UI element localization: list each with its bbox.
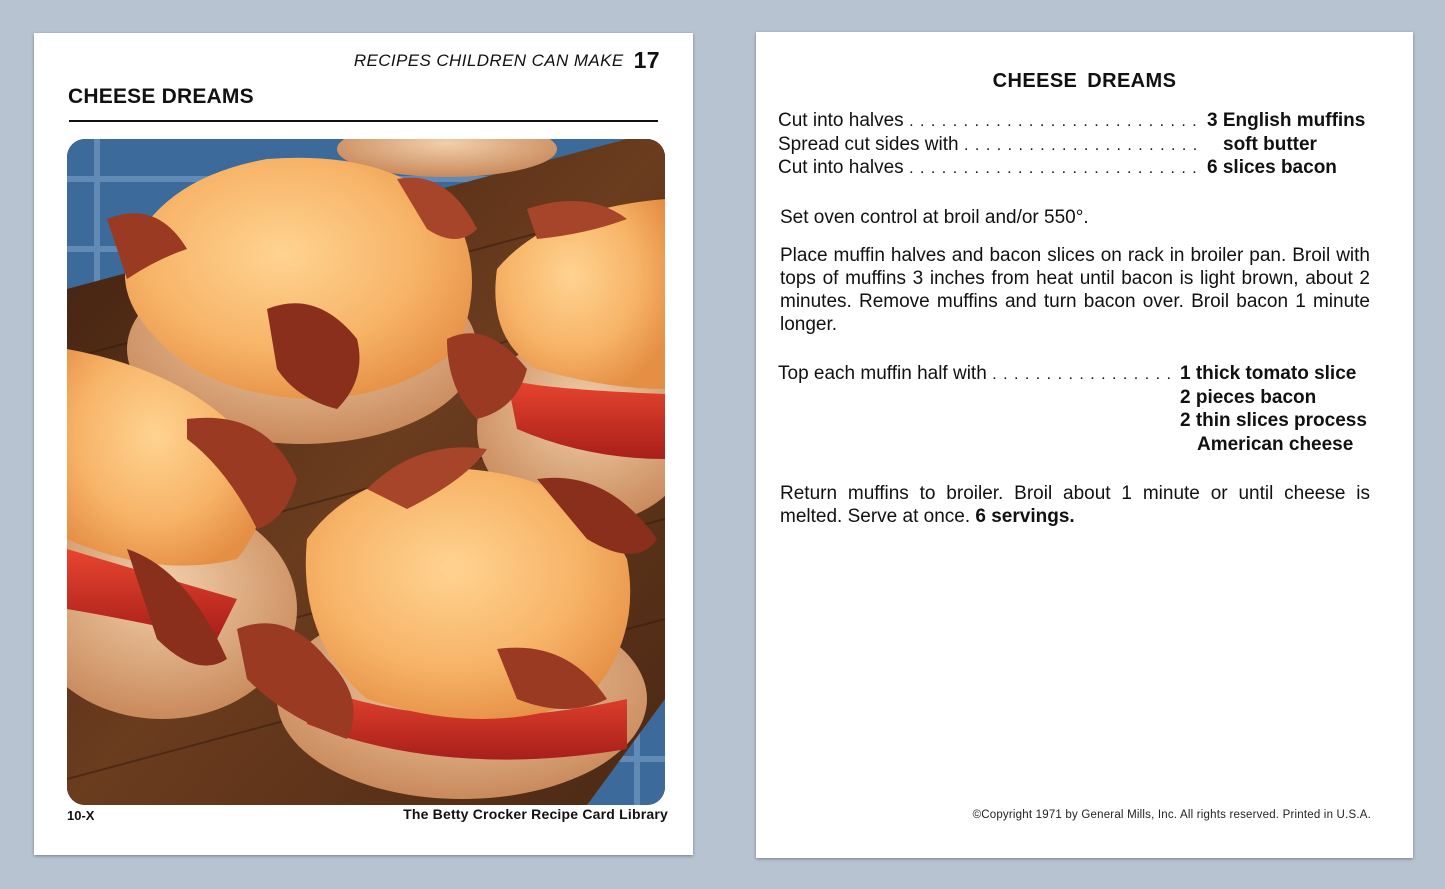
ingredient-amount: soft butter: [1219, 133, 1317, 157]
recipe-photo: [67, 139, 665, 805]
recipe-title: CHEESE DREAMS: [68, 85, 254, 108]
card-number: 17: [633, 47, 660, 73]
ingredient-amount: 3 English muffins: [1203, 109, 1365, 133]
series-label: RECIPES CHILDREN CAN MAKE: [353, 51, 624, 70]
yield: 6 servings.: [975, 506, 1075, 527]
ingredient-amount: 6 slices bacon: [1203, 156, 1337, 180]
ingredient-action: Cut into halves . . .: [778, 109, 1203, 134]
card-code: 10-X: [67, 808, 95, 823]
ingredient-amount: 2 thin slices process: [1180, 410, 1367, 431]
ingredient-amount: 2 pieces bacon: [1180, 386, 1317, 408]
title-divider: [69, 120, 658, 122]
recipe-title-back: CHEESE DREAMS: [992, 70, 1177, 92]
ingredient-action: Top each muffin half with . . .: [778, 362, 1176, 387]
ingredient-amount: 1 thick tomato slice: [1176, 362, 1356, 386]
ingredient-amount: American cheese: [1197, 433, 1354, 455]
ingredient-action: Spread cut sides with . . .: [778, 133, 1203, 158]
step-finish-text: Return muffins to broiler. Broil about 1 minute or until cheese is melted. Serve at once.: [780, 483, 1370, 527]
step-broil-muffins: Place muffin halves and bacon slices on rack in broiler pan. Broil with tops of muffins 3 inches from heat until bacon is light brown, about 2 minutes. Remove muffins and turn bacon over. Broil bacon 1 minute longer.: [780, 245, 1370, 335]
series-heading: [354, 47, 660, 74]
copyright-notice: ©Copyright 1971 by General Mills, Inc. All rights reserved. Printed in U.S.A.: [972, 809, 1371, 821]
step-preheat: Set oven control at broil and/or 550°.: [780, 207, 1089, 228]
recipe-card-back: [756, 32, 1413, 858]
library-name: The Betty Crocker Recipe Card Library: [403, 806, 668, 822]
step-finish: [780, 482, 1370, 528]
recipe-card-front: [34, 33, 693, 855]
ingredient-action: Cut into halves . . .: [778, 156, 1203, 181]
